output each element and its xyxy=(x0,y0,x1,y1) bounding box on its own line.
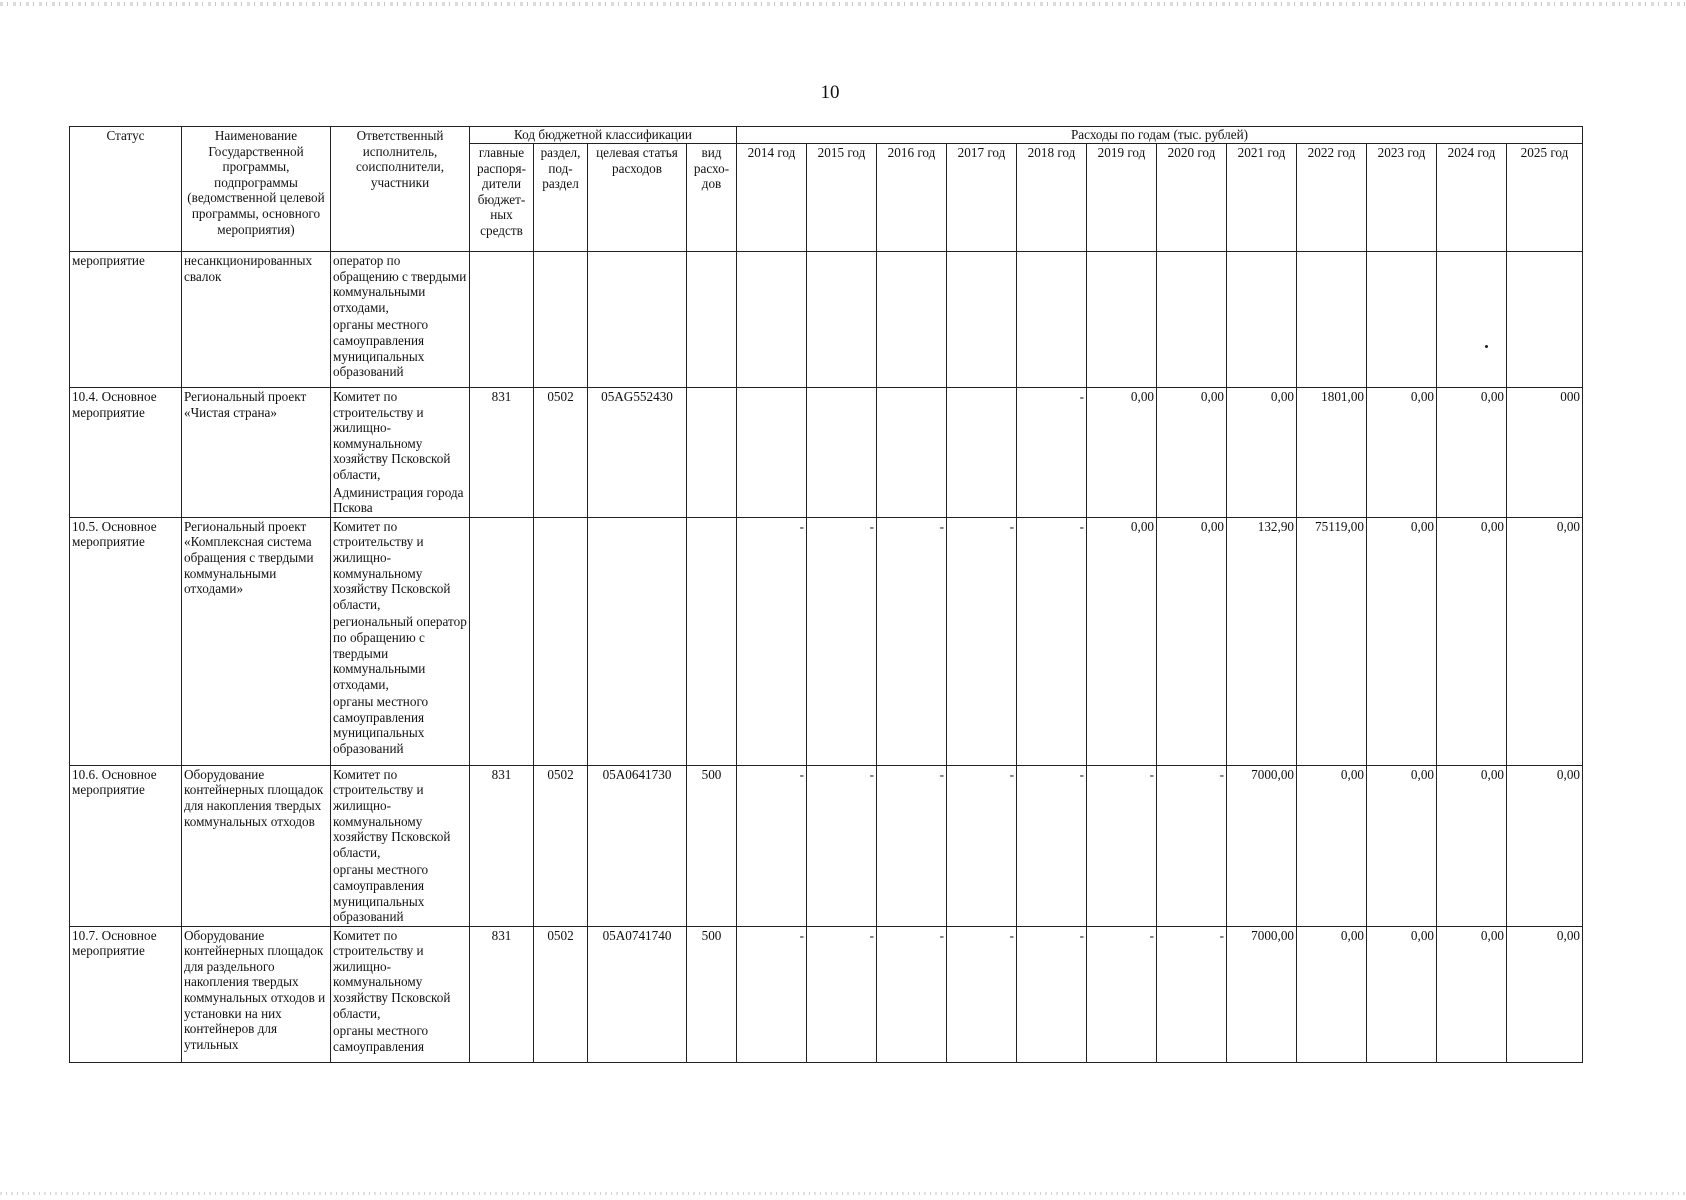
header-year: 2017 год xyxy=(947,144,1017,252)
expense-type-cell: 500 xyxy=(687,765,737,926)
year-value-cell: 0,00 xyxy=(1437,926,1507,1062)
responsible-cell xyxy=(331,252,470,388)
target-article-cell: 05AG552430 xyxy=(588,388,687,518)
header-budget-code-group: Код бюджетной классификации xyxy=(470,127,737,144)
year-value-cell: - xyxy=(877,765,947,926)
responsible-cell xyxy=(331,926,470,1062)
header-name: Наименование Государственной программы, подпрограммы (ведомственной целевой программы, основного мероприятия) xyxy=(182,127,331,252)
header-year: 2025 год xyxy=(1507,144,1583,252)
year-value-cell xyxy=(947,252,1017,388)
year-value-cell: 0,00 xyxy=(1157,388,1227,518)
year-value-cell: - xyxy=(1087,765,1157,926)
year-value-cell: - xyxy=(807,517,877,765)
status-cell: 10.4. Основное мероприятие xyxy=(70,388,182,518)
expense-type-cell: 500 xyxy=(687,926,737,1062)
year-value-cell: - xyxy=(1017,765,1087,926)
year-value-cell xyxy=(1367,252,1437,388)
year-value-cell: - xyxy=(947,765,1017,926)
responsible-cell xyxy=(331,765,470,926)
year-value-cell xyxy=(947,388,1017,518)
responsible-cell xyxy=(331,517,470,765)
name-cell: Региональный проект «Комплексная система обращения с твердыми коммунальными отходами» xyxy=(182,517,331,765)
year-value-cell xyxy=(1087,252,1157,388)
scan-edge-bottom xyxy=(0,1192,1686,1195)
expense-type-cell xyxy=(687,517,737,765)
year-value-cell: - xyxy=(1087,926,1157,1062)
responsible-entry: Комитет по строительству и жилищно-коммунальному хозяйству Псковской области, xyxy=(333,518,451,612)
year-value-cell: - xyxy=(877,926,947,1062)
target-article-cell: 05A0741740 xyxy=(588,926,687,1062)
header-code-col: раздел, под-раздел xyxy=(534,144,588,252)
budget-table xyxy=(69,126,1583,1063)
year-value-cell: - xyxy=(947,926,1017,1062)
year-value-cell: 132,90 xyxy=(1227,517,1297,765)
section-code-cell: 0502 xyxy=(534,388,588,518)
year-value-cell: 0,00 xyxy=(1297,926,1367,1062)
year-value-cell: 0,00 xyxy=(1437,388,1507,518)
status-cell: 10.6. Основное мероприятие xyxy=(70,765,182,926)
section-code-cell: 0502 xyxy=(534,765,588,926)
header-year: 2019 год xyxy=(1087,144,1157,252)
year-value-cell xyxy=(737,388,807,518)
header-row-group xyxy=(70,127,1583,144)
year-value-cell: - xyxy=(1017,926,1087,1062)
header-year: 2020 год xyxy=(1157,144,1227,252)
header-year: 2021 год xyxy=(1227,144,1297,252)
expense-type-cell xyxy=(687,388,737,518)
year-value-cell: 0,00 xyxy=(1507,517,1583,765)
year-value-cell: - xyxy=(1157,926,1227,1062)
responsible-entry: Комитет по строительству и жилищно-коммунальному хозяйству Псковской области, xyxy=(333,766,451,860)
table-row xyxy=(70,388,1583,518)
year-value-cell xyxy=(1017,252,1087,388)
target-article-cell xyxy=(588,517,687,765)
responsible-entry: Администрация города Пскова xyxy=(333,484,464,516)
year-value-cell xyxy=(1157,252,1227,388)
year-value-cell: 0,00 xyxy=(1087,517,1157,765)
header-year: 2022 год xyxy=(1297,144,1367,252)
header-year: 2016 год xyxy=(877,144,947,252)
year-value-cell xyxy=(877,388,947,518)
responsible-entry: органы местного самоуправления муниципальных образований xyxy=(333,317,429,380)
header-status: Статус xyxy=(70,127,182,252)
header-year: 2015 год xyxy=(807,144,877,252)
responsible-entry: Комитет по строительству и жилищно-коммунальному хозяйству Псковской области, xyxy=(333,927,451,1021)
scan-edge-top xyxy=(0,2,1686,6)
table-row xyxy=(70,926,1583,1062)
year-value-cell: 0,00 xyxy=(1507,926,1583,1062)
year-value-cell: - xyxy=(947,517,1017,765)
year-value-cell: 000 xyxy=(1507,388,1583,518)
responsible-cell xyxy=(331,388,470,518)
year-value-cell: 0,00 xyxy=(1297,765,1367,926)
year-value-cell: 0,00 xyxy=(1507,765,1583,926)
year-value-cell xyxy=(877,252,947,388)
header-expenses-group: Расходы по годам (тыс. рублей) xyxy=(737,127,1583,144)
table-body xyxy=(70,252,1583,1063)
responsible-entry: Комитет по строительству и жилищно-коммунальному хозяйству Псковской области, xyxy=(333,389,451,482)
scan-speck xyxy=(1485,345,1488,348)
year-value-cell: 1801,00 xyxy=(1297,388,1367,518)
year-value-cell: - xyxy=(807,926,877,1062)
name-cell: Оборудование контейнерных площадок для раздельного накопления твердых коммунальных отходов и установки на них контейнеров для утильных xyxy=(182,926,331,1062)
table-row xyxy=(70,252,1583,388)
year-value-cell xyxy=(1437,252,1507,388)
year-value-cell: 75119,00 xyxy=(1297,517,1367,765)
name-cell: несанкционированных свалок xyxy=(182,252,331,388)
year-value-cell: - xyxy=(1017,388,1087,518)
main-manager-code-cell: 831 xyxy=(470,926,534,1062)
page-number: 10 xyxy=(820,82,840,103)
main-manager-code-cell: 831 xyxy=(470,388,534,518)
status-cell: 10.7. Основное мероприятие xyxy=(70,926,182,1062)
expense-type-cell xyxy=(687,252,737,388)
header-year: 2014 год xyxy=(737,144,807,252)
name-cell: Оборудование контейнерных площадок для накопления твердых коммунальных отходов xyxy=(182,765,331,926)
section-code-cell xyxy=(534,517,588,765)
year-value-cell xyxy=(807,388,877,518)
year-value-cell xyxy=(1507,252,1583,388)
section-code-cell: 0502 xyxy=(534,926,588,1062)
year-value-cell xyxy=(737,252,807,388)
year-value-cell: - xyxy=(737,926,807,1062)
table-row xyxy=(70,517,1583,765)
year-value-cell: 0,00 xyxy=(1437,765,1507,926)
header-code-col: целевая статья расходов xyxy=(588,144,687,252)
responsible-entry: региональный оператор по обращению с твердыми коммунальными отходами, xyxy=(333,614,467,692)
responsible-entry: оператор по обращению с твердыми коммунальными отходами, xyxy=(333,253,467,315)
main-manager-code-cell: 831 xyxy=(470,765,534,926)
target-article-cell xyxy=(588,252,687,388)
table-row xyxy=(70,765,1583,926)
year-value-cell: - xyxy=(877,517,947,765)
year-value-cell: 0,00 xyxy=(1227,388,1297,518)
year-value-cell: 0,00 xyxy=(1437,517,1507,765)
year-value-cell xyxy=(807,252,877,388)
name-cell: Региональный проект «Чистая страна» xyxy=(182,388,331,518)
section-code-cell xyxy=(534,252,588,388)
header-code-col: вид расхо-дов xyxy=(687,144,737,252)
header-year: 2018 год xyxy=(1017,144,1087,252)
year-value-cell: - xyxy=(737,517,807,765)
responsible-entry: органы местного самоуправления муниципальных образований xyxy=(333,694,429,757)
year-value-cell: 7000,00 xyxy=(1227,765,1297,926)
header-responsible: Ответственный исполнитель, соисполнители, участники xyxy=(331,127,470,252)
responsible-entry: органы местного самоуправления муниципальных образований xyxy=(333,862,429,925)
year-value-cell: 0,00 xyxy=(1367,517,1437,765)
header-year: 2023 год xyxy=(1367,144,1437,252)
year-value-cell: - xyxy=(737,765,807,926)
status-cell: мероприятие xyxy=(70,252,182,388)
year-value-cell: - xyxy=(807,765,877,926)
year-value-cell: 0,00 xyxy=(1087,388,1157,518)
target-article-cell: 05A0641730 xyxy=(588,765,687,926)
main-manager-code-cell xyxy=(470,517,534,765)
year-value-cell: 7000,00 xyxy=(1227,926,1297,1062)
status-cell: 10.5. Основное мероприятие xyxy=(70,517,182,765)
header-code-col: главные распоря-дители бюджет-ных средств xyxy=(470,144,534,252)
year-value-cell: 0,00 xyxy=(1367,926,1437,1062)
year-value-cell: 0,00 xyxy=(1157,517,1227,765)
responsible-entry: органы местного самоуправления xyxy=(333,1023,429,1054)
header-year: 2024 год xyxy=(1437,144,1507,252)
year-value-cell: - xyxy=(1017,517,1087,765)
year-value-cell: 0,00 xyxy=(1367,388,1437,518)
year-value-cell xyxy=(1297,252,1367,388)
year-value-cell: - xyxy=(1157,765,1227,926)
main-manager-code-cell xyxy=(470,252,534,388)
year-value-cell xyxy=(1227,252,1297,388)
year-value-cell: 0,00 xyxy=(1367,765,1437,926)
